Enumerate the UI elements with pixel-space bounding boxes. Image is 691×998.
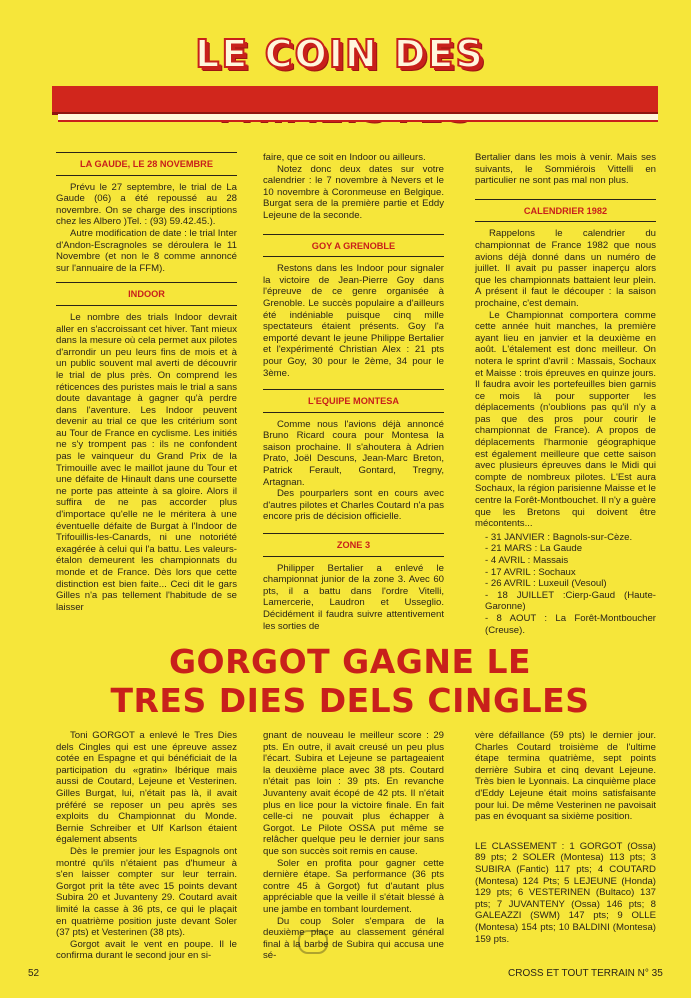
gorgot-paragraph-6: Du coup Soler s'empara de la deuxième place au classement général final à la barbe de Subira qui accusa une sé- — [263, 915, 444, 962]
stamp-mark — [298, 930, 328, 954]
gorgot-paragraph-2: Dès le premier jour les Espagnols ont montré qu'ils n'étaient pas d'humeur à s'en laisser compter sur leur terrain. Gorgot prit la tête avec 15 points devant Subira 20 et Juvanteny 29. Coutard avait limité la casse à 36 pts, ce qui le plaçait en quatrième position juste devant Soler (37 pts) et Vesterinen (38 pts). — [56, 845, 237, 939]
section-heading-goy: GOY A GRENOBLE — [263, 234, 444, 258]
gorgot-paragraph-4: gnant de nouveau le meilleur score : 29 pts. En outre, il avait creusé un peu plus l'écart. Subira et Lejeune se partageaient la deuxième place avec 38 pts. Coutard n'était pas loin : 39 pts. En revanche Juvanteny avait écopé de 42 pts. Il n'était plus en lice pour la victoire finale. En fait celle-ci ne pouvait plus échapper à Gorgot. Le Pilote OSSA put même se relâcher quelque peu le dernier jour sans que son succès soit remis en cause. — [263, 730, 444, 857]
section-heading-zone-3: ZONE 3 — [263, 533, 444, 557]
gorgot-headline-line-2: TRES DIES DELS CINGLES — [110, 681, 590, 720]
calendrier-paragraph-1: Rappelons le calendrier du championnat de France 1982 que nous avions déjà donné dans un numéro de juillet. Il avait pu passer inaperçu alors que les championnats battaient leur plein. A présent il faut le découper : la saison prochaine, c'est demain. — [475, 228, 656, 309]
page-number: 52 — [28, 968, 40, 979]
calendar-event: - 8 AOUT : La Forêt-Montboucher (Creuse). — [485, 612, 656, 636]
gorgot-paragraph-5: Soler en profita pour gagner cette dernière étape. Sa performance (36 pts contre 45 à Gorgot) fut d'autant plus appréciable que la veille il s'était blessé à une jambe en tombant lourdement. — [263, 857, 444, 915]
zone3-paragraph-1-continued: Bertalier dans les mois à venir. Mais ses suivants, le Sommiérois Vittelli en particulier ne sont pas mal non plus. — [475, 152, 656, 187]
gorgot-headline-line-1: GORGOT GAGNE LE — [168, 642, 532, 681]
calendrier-event-list — [475, 532, 656, 636]
column-3 — [475, 152, 656, 636]
classement-results: LE CLASSEMENT : 1 GORGOT (Ossa) 89 pts; 2 SOLER (Montesa) 113 pts; 3 SUBIRA (Fantic) 117 pts; 4 COUTARD (Montesa) 124 Pts; 5 LEJEUNE (Honda) 129 pts; 6 VESTERINEN (Bultaco) 137 pts; 7 JUVANTENY (Ossa) 146 pts; 8 GALEAZZI (SWM) 147 pts; 9 OLLE (Montesa) 154 pts; 10 BALDINI (Montesa) 159 pts. — [475, 840, 656, 945]
la-gaude-paragraph-1: Prévu le 27 septembre, le trial de La Gaude (06) a été repoussé au 28 novembre. On se charge des inscriptions chez les Albero )Tel. : (93) 59.42.45.). — [56, 181, 237, 228]
section-heading-indoor: INDOOR — [56, 282, 237, 306]
gorgot-paragraph-3: Gorgot avait le vent en poupe. Il le confirma durant le second jour en si- — [56, 938, 237, 962]
gorgot-headline — [70, 642, 630, 720]
calendrier-paragraph-2: Le Championnat comportera comme cette année huit manches, la première ayant lieu en janvier et la deuxième en août. L'étalement est donc meilleur. On notera le sprint d'avril : Massais, Sochaux et Maisse : trois épreuves en quinze jours. Il faudra avoir les portefeuilles bien garnis ce mois là pour supporter les déplacements (n'oublions pas qu'il n'y a pas que des pros pour courir le championnat de France). A propos de déplacements l'harmonie géographique est également meilleure que cette saison avec plusieurs épreuves dans le Midi qui compte de nombreux pilotes. L'Est aura Sochaux, la région parisienne Maisse et le centre la Forêt-Montbouchet. Il n'y a guère que les Bretons qui doivent être mécontents... — [475, 309, 656, 530]
section-heading-calendrier: CALENDRIER 1982 — [475, 199, 656, 223]
calendar-event: - 31 JANVIER : Bagnols-sur-Cèze. — [485, 531, 633, 543]
column-1 — [56, 152, 237, 613]
calendar-event: - 18 JUILLET :Cierp-Gaud (Haute-Garonne) — [485, 589, 656, 613]
gorgot-column-3 — [475, 730, 656, 945]
masthead — [60, 28, 660, 84]
gorgot-column-2 — [263, 730, 444, 962]
la-gaude-paragraph-2: Autre modification de date : le trial Inter d'Andon-Escragnoles se déroulera le 11 Novembre (et non le 8 comme annoncé sur l'annuaire de la FFM). — [56, 227, 237, 274]
section-heading-la-gaude: LA GAUDE, LE 28 NOVEMBRE — [56, 152, 237, 176]
magazine-issue: CROSS ET TOUT TERRAIN N° 35 — [508, 968, 663, 979]
goy-paragraph-1: Restons dans les Indoor pour signaler la victoire de Jean-Pierre Goy dans l'épreuve de ce genre organisée à Grenoble. Le succès populaire a d'ailleurs été indéniable puisque cinq mille spectateurs étaient présents. Goy l'a emporté devant le jeune Philippe Bertalier et l'expérimenté Christian Alex : 21 pts pour Goy, 30 pour le 2ème, 34 pour le 3ème. — [263, 263, 444, 379]
column-2 — [263, 152, 444, 632]
gorgot-paragraph-7: vère défaillance (59 pts) le dernier jour. Charles Coutard troisième de l'ultime étape termina quatrième, sept points derrière Subira et cinq devant Lejeune. Très bien le Lyonnais. La cinquième place d'Eddy Lejeune était moins satisfaisante pour lui. De même Vesterinen ne pavoisait pas en évoquant sa sixième position. — [475, 730, 656, 823]
indoor-paragraph-1: Le nombre des trials Indoor devrait aller en s'accroissant cet hiver. Tant mieux dans la mesure où cela permet aux pilotes d'arrondir un peu leurs fins de mois et à un public souvent mal averti de découvrir le trial de plus près. On comprend les réticences des puristes mais le trial a sans doute davantage à gagner qu'à perdre dans l'aventure. Les Indoor peuvent devenir au trial ce que les critérium sont au Tour de France en cyclisme. Les initiés ne s'y trompent pas : ils ne confondent pas le vainqueur du Grand Prix de la Trimouille avec le maillot jaune du Tour et une défaite de Hinault dans une coursette ne porte pas atteinte à sa gloire. Alors il suffira de ne pas accorder plus d'importace qu'elle ne le méritera à une éventuelle défaite de Burgat à l'Indoor de Trifouillis-les-Canards, ni une notoriété exagérée à celui qui l'a battu. Les valeurs-étalon demeurent les championnats du monde et de France. Dès lors que cette distinction est bien faite... Ceci dit le gars Gilles n'a pas tellement l'habitude de se laisser — [56, 311, 237, 613]
calendar-event: - 4 AVRIL : Massais — [485, 555, 569, 566]
section-heading-montesa: L'EQUIPE MONTESA — [263, 389, 444, 413]
calendar-event: - 17 AVRIL : Sochaux — [485, 566, 576, 578]
gorgot-column-1 — [56, 730, 237, 962]
indoor-paragraph-1-continued: faire, que ce soit en Indoor ou ailleurs. — [263, 152, 426, 163]
gorgot-paragraph-1: Toni GORGOT a enlevé le Tres Dies dels Cingles qui est une épreuve assez cotée en Espagne et qui bénéficiait de la participation du «gratin» Ibérique mais aussi de Coutard, Lejeune et Vesterinen. Gilles Burgat, lui, n'était pas là, il avait préféré se reposer un peu après ses exploits du Championnat du Monde. Bernie Schreiber et Ulf Karlson étaient également absents — [56, 730, 237, 846]
masthead-title: LE COIN DES — [195, 32, 485, 76]
calendar-event: - 21 MARS : La Gaude — [485, 543, 583, 555]
zone3-paragraph-1: Philipper Bertalier a enlevé le championnat junior de la zone 3. Avec 60 pts, il a battu dans l'ordre Vitelli, Lamercerie, Laudron et Usseglio. Décidément il faudra suivre attentivement les sorties de — [263, 562, 444, 632]
indoor-paragraph-2: Notez donc deux dates sur votre calendrier : le 7 novembre à Nevers et le 10 novembre à Coronmeuse en Belgique. Burgat sera de la première partie et Eddy Lejeune de la seconde. — [263, 163, 444, 221]
montesa-paragraph-2: Des pourparlers sont en cours avec d'autres pilotes et Charles Coutard n'a pas encore pris de décision officielle. — [263, 488, 444, 523]
montesa-paragraph-1: Comme nous l'avions déjà annoncé Bruno Ricard coura pour Montesa la saison prochaine. Il s'ahoutera à Adrien Prato, Joël Descuns, Jean-Marc Breton, Patrick Ferault, Gontard, Tregny, Artagnan. — [263, 418, 444, 488]
masthead-stripe — [58, 114, 658, 122]
masthead-band — [52, 86, 658, 115]
calendar-event: - 26 AVRIL : Luxeuil (Vesoul) — [485, 578, 607, 590]
